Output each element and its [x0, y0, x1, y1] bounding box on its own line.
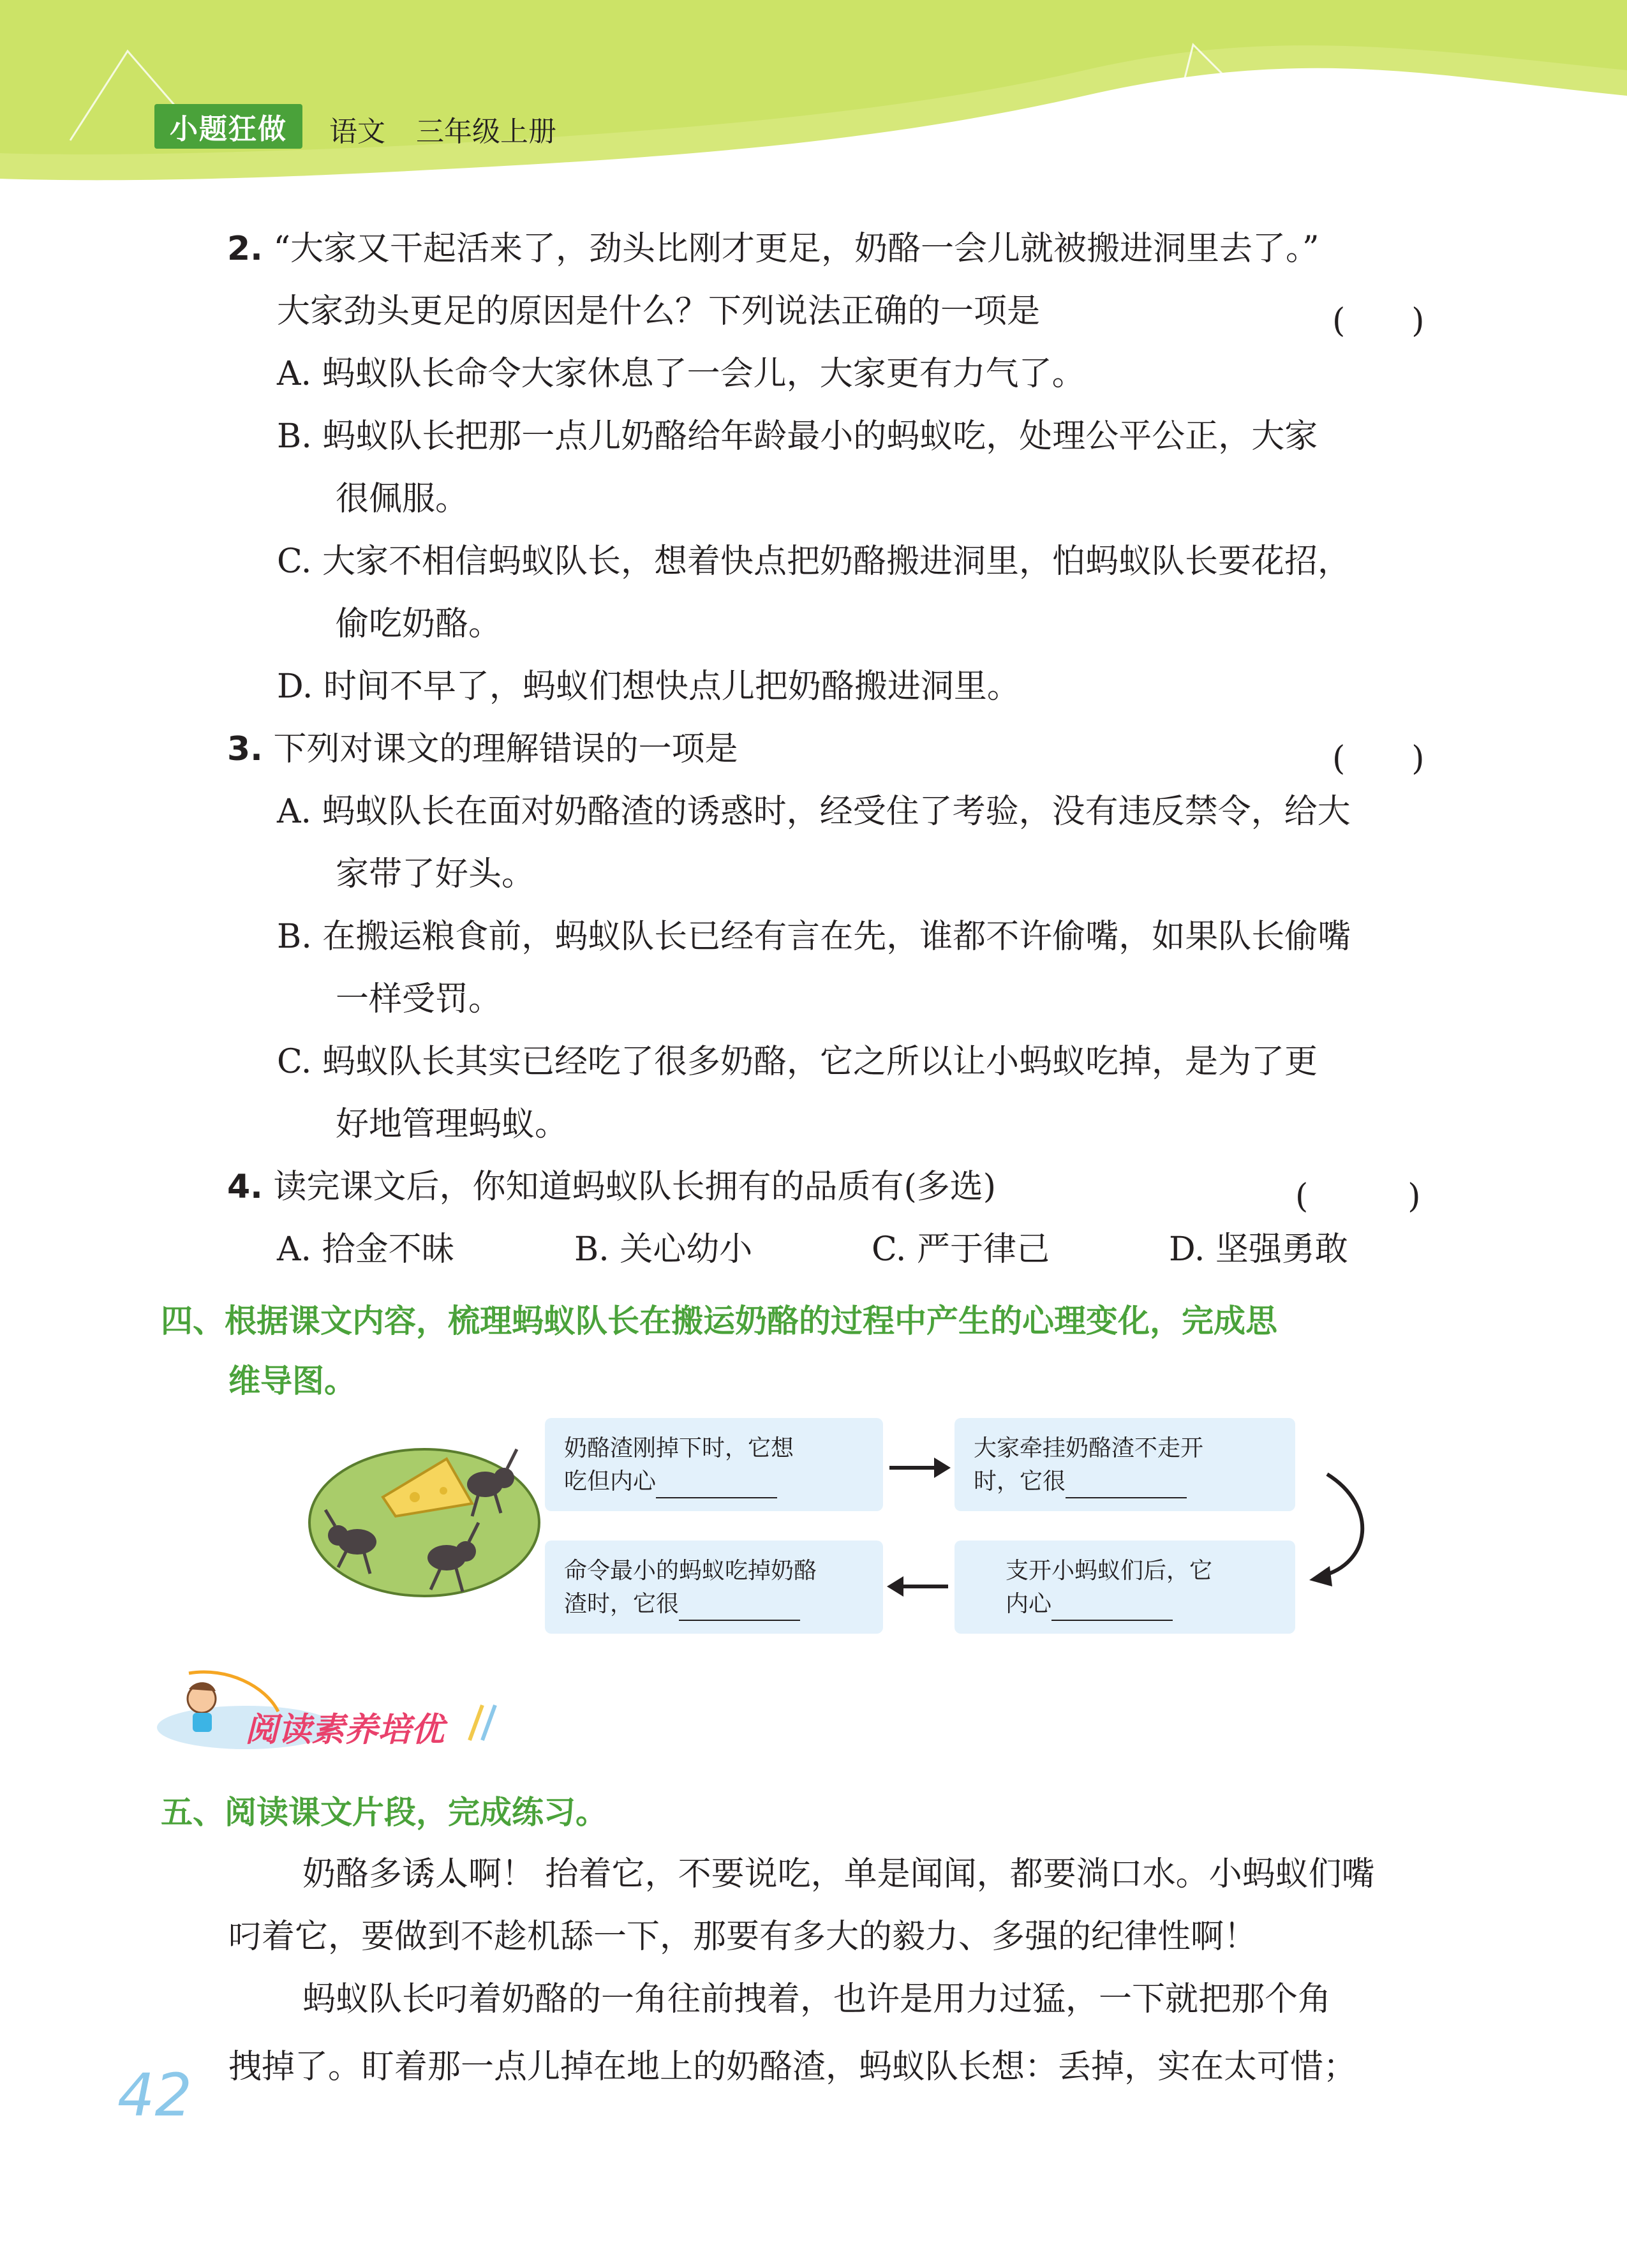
q4-option-a: A. 拾金不昧	[277, 1230, 455, 1269]
q3-option-c-line2: 好地管理蚂蚁。	[336, 1105, 568, 1144]
mindmap-box-4	[545, 1541, 883, 1634]
q2-option-b-line1: B. 蚂蚁队长把那一点儿奶酪给年龄最小的蚂蚁吃，处理公平公正，大家	[277, 417, 1318, 456]
q4-stem: 读完课文后，你知道蚂蚁队长拥有的品质有(多选)	[273, 1168, 997, 1206]
section5-title: 五、阅读课文片段，完成练习。	[161, 1794, 607, 1831]
brand-badge: 小题狂做	[154, 104, 302, 149]
q3-option-a-line2: 家带了好头。	[336, 855, 535, 893]
mindmap-box-3-line2	[1006, 1588, 1276, 1621]
mindmap-blank-3[interactable]	[1051, 1597, 1173, 1621]
mindmap-box-1	[545, 1418, 883, 1511]
section4-title-line2: 维导图。	[228, 1362, 356, 1399]
q3-stem: 下列对课文的理解错误的一项是	[273, 730, 738, 768]
mindmap-box-1-line2	[564, 1465, 864, 1498]
section4-title-line1: 四、根据课文内容，梳理蚂蚁队长在搬运奶酪的过程中产生的心理变化，完成思	[161, 1302, 1277, 1339]
q3-number: 3.	[227, 730, 263, 768]
passage-p1-line2: 叼着它，要做到不趁机舔一下，那要有多大的毅力、多强的纪律性啊！	[228, 1918, 1258, 1956]
q2-stem-line2: 大家劲头更足的原因是什么？下列说法正确的一项是	[277, 292, 1041, 331]
passage-p1-post: 啊！ 抬着它，不要说吃，单是闻闻，都要淌口水。小蚂蚁们嘴	[468, 1855, 1375, 1893]
q2-option-c-line2: 偷吃奶酪。	[336, 605, 502, 643]
mindmap-blank-1[interactable]	[656, 1474, 777, 1498]
q3-answer-paren[interactable]: ( )	[1332, 740, 1425, 778]
passage-dotted-char-2: 人 •	[435, 1855, 468, 1893]
mindmap-box-1-line1: 奶酪渣刚掉下时，它想	[564, 1435, 794, 1461]
q3-line1	[227, 731, 738, 768]
q2-line1	[227, 231, 1319, 267]
mindmap-box-2-line2	[974, 1465, 1276, 1498]
q4-option-c: C. 严于律己	[872, 1230, 1050, 1269]
mindmap-blank-4[interactable]	[679, 1597, 800, 1621]
mindmap-box-2-line1: 大家牵挂奶酪渣不走开	[974, 1435, 1204, 1461]
mindmap-box-3	[955, 1541, 1295, 1634]
ant-cheese-illustration	[300, 1421, 549, 1606]
q3-option-a-line1: A. 蚂蚁队长在面对奶酪渣的诱惑时，经受住了考验，没有违反禁令，给大	[277, 793, 1351, 831]
passage-dotted-char-1: 诱 •	[402, 1855, 435, 1893]
q2-option-b-line2: 很佩服。	[336, 480, 469, 518]
mindmap-box-4-line2	[564, 1588, 864, 1621]
passage-p2-line2: 拽掉了。盯着那一点儿掉在地上的奶酪渣，蚂蚁队长想：丢掉，实在太可惜；	[228, 2048, 1357, 2086]
mindmap-box-4-line2-text: 渣时，它很	[564, 1591, 680, 1618]
q3-option-c-line1: C. 蚂蚁队长其实已经吃了很多奶酪，它之所以让小蚂蚁吃掉，是为了更	[277, 1043, 1318, 1081]
mindmap-box-4-line1: 命令最小的蚂蚁吃掉奶酪	[564, 1558, 817, 1584]
q2-option-a: A. 蚂蚁队长命令大家休息了一会儿，大家更有力气了。	[277, 355, 1085, 393]
header-subject: 语文	[329, 116, 385, 148]
reading-banner-title: 阅读素养培优	[245, 1711, 445, 1749]
mindmap-box-2	[955, 1418, 1295, 1511]
q2-option-c-line1: C. 大家不相信蚂蚁队长，想着快点把奶酪搬进洞里，怕蚂蚁队长要花招，	[277, 542, 1351, 581]
q3-option-b-line1: B. 在搬运粮食前，蚂蚁队长已经有言在先，谁都不许偷嘴，如果队长偷嘴	[277, 918, 1351, 956]
mindmap-blank-2[interactable]	[1066, 1474, 1187, 1498]
q4-number: 4.	[227, 1168, 263, 1206]
q2-answer-paren[interactable]: ( )	[1332, 302, 1425, 340]
passage-p1-line1	[302, 1847, 1375, 1895]
arrow-right-icon	[880, 1442, 957, 1493]
arrow-curve-down-icon	[1295, 1468, 1378, 1589]
mindmap-box-3-line2-text: 内心	[1006, 1591, 1052, 1618]
mindmap-box-3-line1: 支开小蚂蚁们后，它	[1006, 1558, 1213, 1584]
q2-stem-line1: “大家又干起活来了，劲头比刚才更足，奶酪一会儿就被搬进洞里去了。”	[273, 230, 1319, 268]
q4-option-b: B. 关心幼小	[574, 1230, 753, 1269]
mindmap-box-1-line2-text: 吃但内心	[564, 1468, 657, 1495]
q4-line1	[227, 1169, 996, 1205]
passage-p1-pre: 奶酪多	[302, 1855, 403, 1893]
mindmap-box-2-line2-text: 时，它很	[974, 1468, 1066, 1495]
page-number: 42	[117, 2061, 193, 2130]
q4-answer-paren[interactable]: ( )	[1295, 1177, 1421, 1216]
q2-option-d: D. 时间不早了，蚂蚁们想快点儿把奶酪搬进洞里。	[277, 668, 1020, 706]
q4-option-d: D. 坚强勇敢	[1169, 1230, 1348, 1269]
q3-option-b-line2: 一样受罚。	[336, 980, 502, 1018]
q2-number: 2.	[227, 230, 263, 268]
passage-p2-line1: 蚂蚁队长叼着奶酪的一角往前拽着，也许是用力过猛，一下就把那个角	[302, 1980, 1332, 2018]
arrow-left-icon	[880, 1561, 957, 1612]
header-grade: 三年级上册	[416, 116, 556, 148]
